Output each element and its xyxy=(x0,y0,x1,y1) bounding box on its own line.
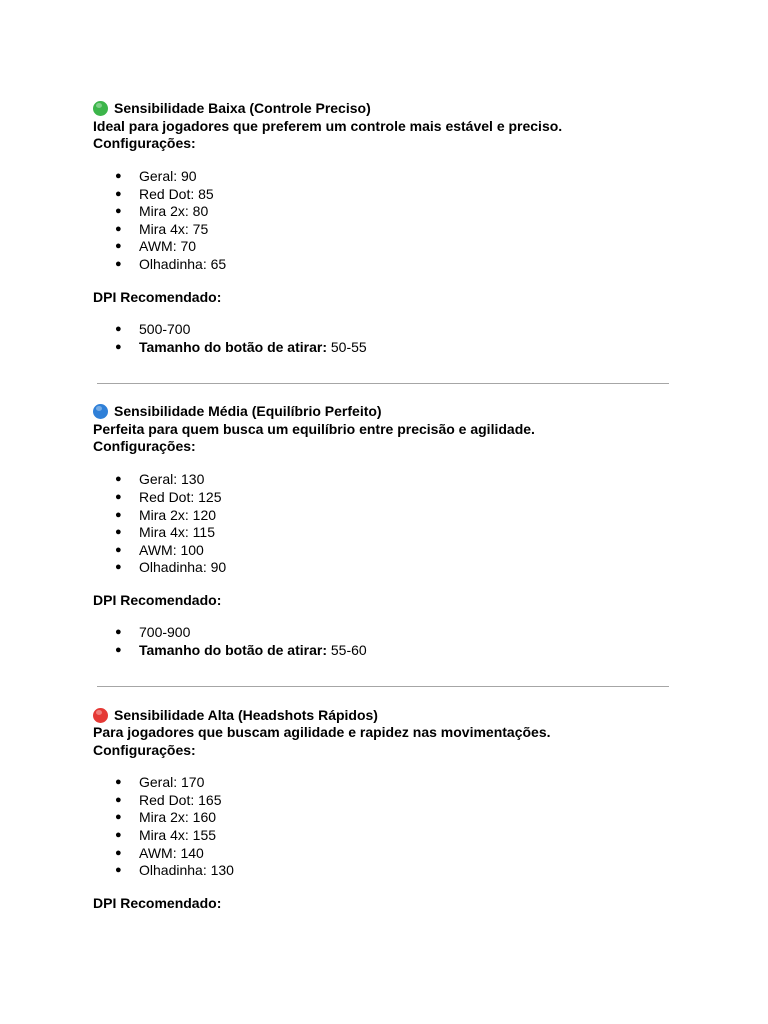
bullet-icon: ● xyxy=(115,561,122,573)
section-description: Para jogadores que buscam agilidade e rapidez nas movimentações. xyxy=(93,724,551,740)
divider xyxy=(97,383,669,384)
bullet-icon: ● xyxy=(115,626,122,638)
bullet-icon: ● xyxy=(115,491,122,503)
config-label: Configurações: xyxy=(93,438,196,454)
bullet-icon: ● xyxy=(115,473,122,485)
section-title xyxy=(93,403,382,420)
section-title-text: Sensibilidade Baixa (Controle Preciso) xyxy=(114,100,371,116)
dpi-value: 700-900 xyxy=(139,624,191,640)
bullet-icon: ● xyxy=(115,776,122,788)
bullet-icon: ● xyxy=(115,205,122,217)
bullet-icon: ● xyxy=(115,864,122,876)
section-description: Ideal para jogadores que preferem um controle mais estável e preciso. xyxy=(93,118,563,134)
bullet-icon: ● xyxy=(115,829,122,841)
dpi-value: 500-700 xyxy=(139,321,191,337)
dpi-label: DPI Recomendado: xyxy=(93,895,222,911)
bullet-icon: ● xyxy=(115,323,122,335)
bullet-icon: ● xyxy=(115,188,122,200)
section-title-text: Sensibilidade Média (Equilíbrio Perfeito) xyxy=(114,403,382,419)
divider xyxy=(97,686,669,687)
bullet-icon: ● xyxy=(115,170,122,182)
dpi-label: DPI Recomendado: xyxy=(93,592,222,608)
section-description: Perfeita para quem busca um equilíbrio entre precisão e agilidade. xyxy=(93,421,535,437)
bullet-icon: ● xyxy=(115,644,122,656)
section-title xyxy=(93,100,371,117)
bullet-icon: ● xyxy=(115,240,122,252)
bullet-icon: ● xyxy=(115,341,122,353)
red-circle-icon xyxy=(93,708,108,723)
bullet-icon: ● xyxy=(115,509,122,521)
bullet-icon: ● xyxy=(115,544,122,556)
green-circle-icon xyxy=(93,101,108,116)
bullet-icon: ● xyxy=(115,223,122,235)
button-size-value: 55-60 xyxy=(326,642,367,658)
section-title-text: Sensibilidade Alta (Headshots Rápidos) xyxy=(114,707,378,723)
blue-circle-icon xyxy=(93,404,108,419)
bullet-icon: ● xyxy=(115,847,122,859)
button-size-value: 50-55 xyxy=(326,339,367,355)
button-size-label: Tamanho do botão de atirar: xyxy=(139,642,327,658)
bullet-icon: ● xyxy=(115,811,122,823)
config-label: Configurações: xyxy=(93,742,196,758)
document-page: Sensibilidade Baixa (Controle Preciso) Ideal para jogadores que preferem um controle mais estável e preciso. Configurações: ● Geral: 90 ● Red Dot: 85 ● Mira 2x: 80 ● Mira 4x: 75 ● AWM: 70 ● Olhadinha: 65 DPI Recomendado: ● 500-700 ● Tamanho do botão de atirar: 50-55 Sensibilidade Média (Equilíbrio Perfeito) Perfeita para quem busca um equilíbrio entre precisão e agilidade. Configurações: ● Geral: 130 ● Red Dot: 125 ● Mira 2x: 120 ● Mira 4x: 115 ● AWM: 100 ● Olhadinha: 90 DPI Recomendado: ● 700-900 ● Tamanho do botão de atirar: 55-60 Sensibilidade Alta (Headshots Rápidos) Para jogadores que buscam agilidade e rapidez nas movimentações. Configurações: ● Geral: 170 ● Red Dot: 165 ● Mira 2x: 160 ● Mira 4x: 155 ● AWM: 140 ● Olhadinha: 130 DPI Recomendado: xyxy=(0,0,768,1024)
section-title xyxy=(93,707,378,724)
config-label: Configurações: xyxy=(93,135,196,151)
bullet-icon: ● xyxy=(115,794,122,806)
dpi-label: DPI Recomendado: xyxy=(93,289,222,305)
bullet-icon: ● xyxy=(115,526,122,538)
bullet-icon: ● xyxy=(115,258,122,270)
button-size-label: Tamanho do botão de atirar: xyxy=(139,339,327,355)
